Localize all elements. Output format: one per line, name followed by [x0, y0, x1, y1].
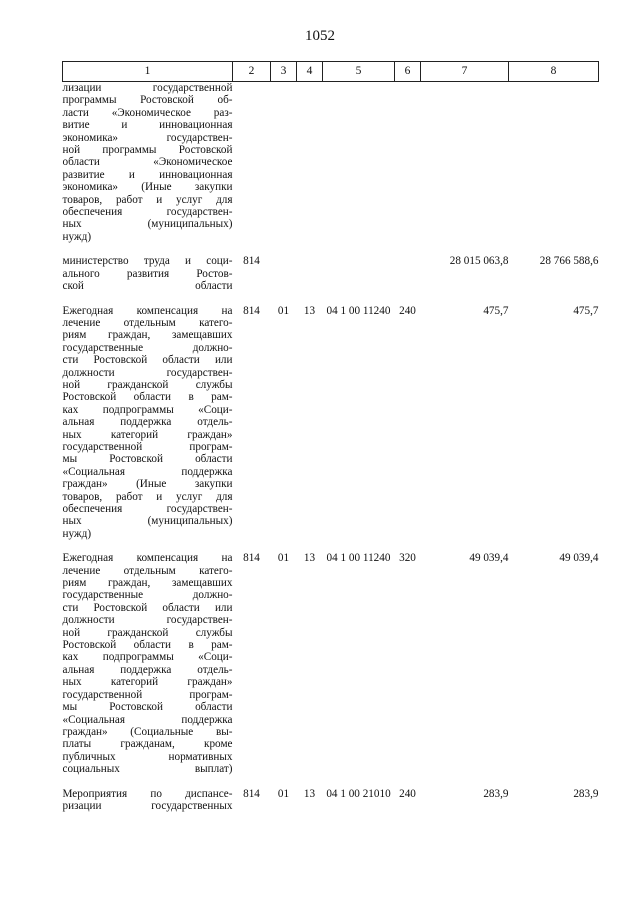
year2-amount-cell: [509, 82, 599, 244]
vr-cell: 320: [399, 552, 416, 565]
rz-cell: [271, 255, 297, 292]
csr-cell: 04 1 00 11240: [326, 304, 391, 317]
pr-cell: 13: [303, 552, 316, 565]
year1-amount-cell: 49 039,4: [469, 552, 509, 565]
year1-amount-cell: 283,9: [483, 787, 509, 800]
ved-cell: [233, 82, 271, 244]
vr-cell: [395, 82, 421, 244]
year2-amount-cell: 283,9: [573, 787, 599, 800]
budget-table: [62, 61, 599, 812]
ved-cell: 814: [243, 552, 260, 565]
row-spacer: [63, 243, 599, 255]
pr-cell: [297, 82, 323, 244]
rz-cell: 01: [277, 552, 290, 565]
row-description-text: лизации государственной программы Ростовской об- ласти «Экономическое раз- витие и инновационная экономика» государствен- ной программы Ростовской области «Экономическое развитие и инновационная экономика» (Иные закупки товаров, работ и услуг для обеспечения государствен- ных (муниципальных) нужд): [62, 82, 233, 243]
column-header: 3: [271, 62, 297, 82]
year1-amount-cell: 475,7: [483, 304, 509, 317]
row-description-text: Ежегодная компенсация на лечение отдельным катего- риям граждан, замещавших государственные должно- сти Ростовской области или должности государствен- ной гражданской службы Ростовской области в рам- ках подпрограммы «Соци- альная поддержка отдель- ных категорий граждан» государственной програм- мы Ростовской области «Социальная поддержка граждан» (Иные закупки товаров, работ и услуг для обеспечения государствен- ных (муниципальных) нужд): [62, 304, 233, 540]
ved-cell: 814: [243, 255, 260, 268]
table-header-row: [63, 62, 599, 82]
column-header: 6: [395, 62, 421, 82]
column-header: 4: [297, 62, 323, 82]
row-description: [63, 305, 233, 541]
year1-amount-cell: [421, 82, 509, 244]
ved-cell: 814: [243, 304, 260, 317]
vr-cell: [395, 255, 421, 292]
table-row: [63, 788, 599, 813]
column-header: 2: [233, 62, 271, 82]
table-row: [63, 255, 599, 292]
column-header: 1: [63, 62, 233, 82]
vr-cell: 240: [399, 304, 416, 317]
rz-cell: 01: [277, 787, 290, 800]
row-spacer: [63, 293, 599, 305]
column-header: 5: [323, 62, 395, 82]
table-row: [63, 552, 599, 775]
column-header: 7: [421, 62, 509, 82]
rz-cell: [271, 82, 297, 244]
row-description: [63, 82, 233, 244]
row-spacer: [63, 776, 599, 788]
pr-cell: [297, 255, 323, 292]
row-description: [63, 788, 233, 813]
ved-cell: 814: [243, 787, 260, 800]
csr-cell: 04 1 00 21010: [326, 787, 391, 800]
page-number: 1052: [305, 28, 335, 44]
year2-amount-cell: 28 766 588,6: [539, 255, 599, 268]
pr-cell: 13: [303, 787, 316, 800]
rz-cell: 01: [277, 304, 290, 317]
year2-amount-cell: 475,7: [573, 304, 599, 317]
row-description: [63, 255, 233, 292]
row-description-text: министерство труда и соци- ального развития Ростов- ской области: [62, 255, 233, 293]
column-header: 8: [509, 62, 599, 82]
row-description: [63, 552, 233, 775]
row-description-text: Мероприятия по диспансе- ризации государственных: [62, 787, 233, 812]
year1-amount-cell: 28 015 063,8: [449, 255, 509, 268]
csr-cell: 04 1 00 11240: [326, 552, 391, 565]
vr-cell: 240: [399, 787, 416, 800]
year2-amount-cell: 49 039,4: [559, 552, 599, 565]
pr-cell: 13: [303, 304, 316, 317]
row-description-text: Ежегодная компенсация на лечение отдельным катего- риям граждан, замещавших государственные должно- сти Ростовской области или должности государствен- ной гражданской службы Ростовской области в рам- ках подпрограммы «Соци- альная поддержка отдель- ных категорий граждан» государственной програм- мы Ростовской области «Социальная поддержка граждан» (Социальные вы- платы гражданам, кроме публичных нормативных социальных выплат): [62, 552, 233, 776]
csr-cell: [323, 82, 395, 244]
table-row: [63, 305, 599, 541]
table-row: [63, 82, 599, 244]
csr-cell: [323, 255, 395, 292]
row-spacer: [63, 540, 599, 552]
